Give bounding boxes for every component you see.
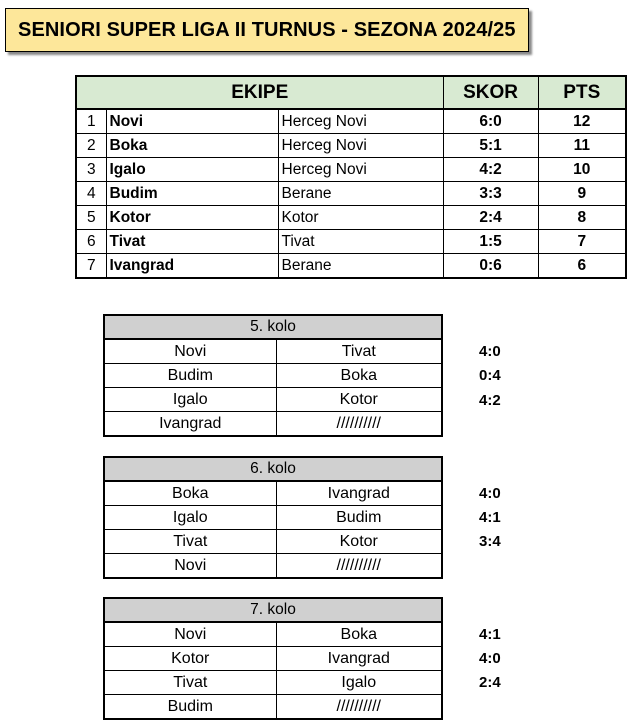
score-cell: 5:1 [443,134,538,158]
team-cell: Ivangrad [106,254,278,279]
home-team: Budim [104,364,276,388]
city-cell: Herceg Novi [278,158,443,182]
score-cell: 0:6 [443,254,538,279]
match-row [104,412,442,437]
round-header [104,315,442,339]
match-row [104,622,442,647]
rank-cell: 7 [76,254,106,279]
away-team: ////////// [276,412,442,437]
team-cell: Novi [106,109,278,134]
home-team: Boka [104,481,276,506]
team-cell: Budim [106,182,278,206]
team-cell: Kotor [106,206,278,230]
table-row [76,254,626,279]
score-cell: 2:4 [443,206,538,230]
rank-cell: 6 [76,230,106,254]
home-team: Kotor [104,647,276,671]
away-team: Budim [276,506,442,530]
match-result: 4:2 [479,392,501,409]
standings-table [75,75,627,279]
city-cell: Herceg Novi [278,109,443,134]
away-team: Ivangrad [276,481,442,506]
standings-header [76,76,626,109]
match-row [104,671,442,695]
score-cell: 1:5 [443,230,538,254]
round-title: 5. kolo [104,315,442,339]
rank-cell: 5 [76,206,106,230]
match-row [104,647,442,671]
city-cell: Berane [278,254,443,279]
team-cell: Igalo [106,158,278,182]
away-team: Kotor [276,388,442,412]
city-cell: Herceg Novi [278,134,443,158]
match-row [104,364,442,388]
away-team: Boka [276,364,442,388]
rank-cell: 3 [76,158,106,182]
match-result: 4:1 [479,509,501,526]
home-team: Ivangrad [104,412,276,437]
pts-cell: 9 [538,182,626,206]
pts-cell: 8 [538,206,626,230]
round-7-table [103,597,443,720]
round-5-table [103,314,443,437]
home-team: Igalo [104,506,276,530]
team-cell: Tivat [106,230,278,254]
round-title: 6. kolo [104,457,442,481]
rank-cell: 1 [76,109,106,134]
home-team: Tivat [104,530,276,554]
match-row [104,481,442,506]
table-row [76,158,626,182]
home-team: Tivat [104,671,276,695]
home-team: Novi [104,339,276,364]
team-cell: Boka [106,134,278,158]
match-row [104,506,442,530]
match-row [104,554,442,579]
score-cell: 6:0 [443,109,538,134]
match-row [104,695,442,720]
away-team: Tivat [276,339,442,364]
away-team: ////////// [276,695,442,720]
score-cell: 3:3 [443,182,538,206]
city-cell: Kotor [278,206,443,230]
table-row [76,109,626,134]
match-result: 4:0 [479,485,501,502]
pts-cell: 10 [538,158,626,182]
table-row [76,182,626,206]
home-team: Budim [104,695,276,720]
city-cell: Tivat [278,230,443,254]
away-team: Igalo [276,671,442,695]
score-cell: 4:2 [443,158,538,182]
pts-cell: 12 [538,109,626,134]
home-team: Igalo [104,388,276,412]
pts-cell: 6 [538,254,626,279]
match-result: 0:4 [479,367,501,384]
match-result: 4:0 [479,343,501,360]
match-result: 4:0 [479,650,501,667]
header-team: EKIPE [76,76,443,109]
away-team: Ivangrad [276,647,442,671]
away-team: ////////// [276,554,442,579]
round-header [104,457,442,481]
header-score: SKOR [443,76,538,109]
round-6-table [103,456,443,579]
away-team: Kotor [276,530,442,554]
away-team: Boka [276,622,442,647]
pts-cell: 11 [538,134,626,158]
pts-cell: 7 [538,230,626,254]
round-header [104,598,442,622]
city-cell: Berane [278,182,443,206]
header-pts: PTS [538,76,626,109]
match-row [104,530,442,554]
table-row [76,134,626,158]
rank-cell: 2 [76,134,106,158]
match-row [104,388,442,412]
table-row [76,206,626,230]
match-result: 4:1 [479,626,501,643]
match-result: 3:4 [479,533,501,550]
match-result: 2:4 [479,674,501,691]
rank-cell: 4 [76,182,106,206]
home-team: Novi [104,622,276,647]
round-title: 7. kolo [104,598,442,622]
table-row [76,230,626,254]
match-row [104,339,442,364]
page-title: SENIORI SUPER LIGA II TURNUS - SEZONA 2024/25 [5,8,529,52]
home-team: Novi [104,554,276,579]
